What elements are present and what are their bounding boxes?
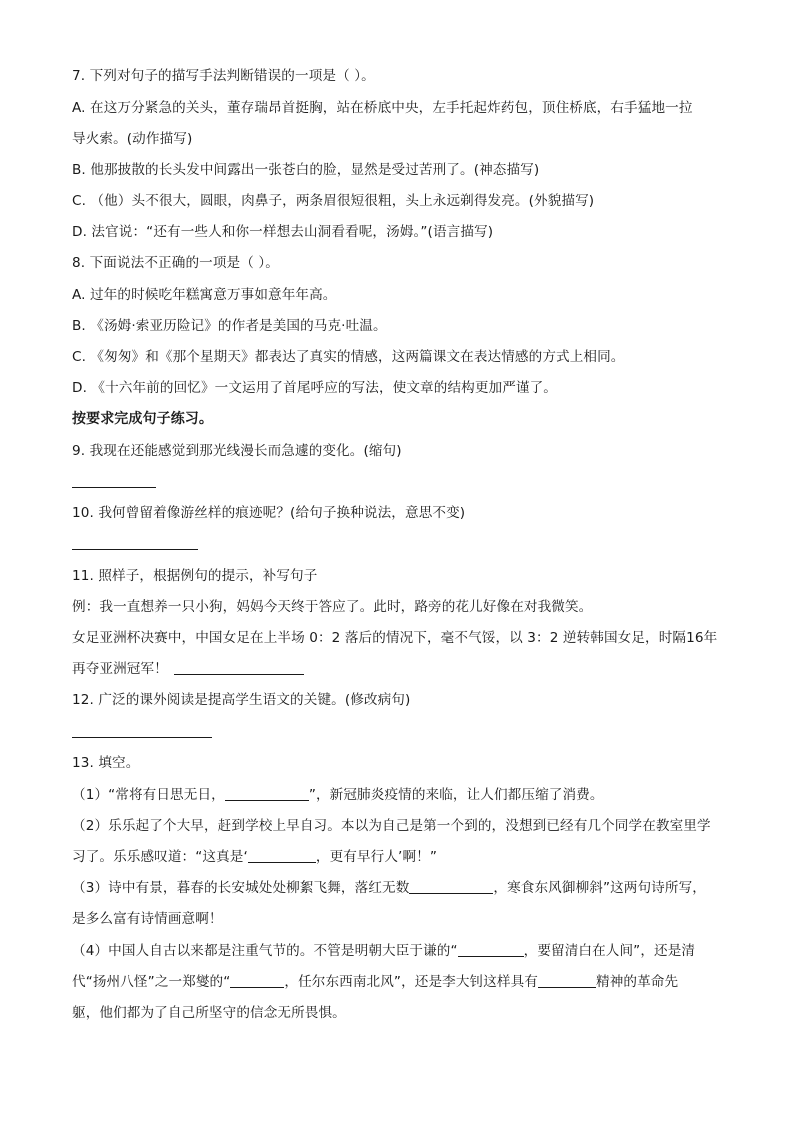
q10-text: 10. 我何曾留着像游丝样的痕迹呢？(给句子换种说法，意思不变) [72,505,466,521]
q8-option-d: D. 《十六年前的回忆》一文运用了首尾呼应的写法，使文章的结构更加严谨了。 [72,380,557,396]
q13-part3-cont: 是多么富有诗情画意啊！ [72,911,223,927]
q12-text: 12. 广泛的课外阅读是提高学生语文的关键。(修改病句) [72,692,411,708]
q11-stem: 11. 照样子，根据例句的提示，补写句子 [72,568,318,584]
q13-part1 [72,785,604,805]
q11-answer-blank [174,660,304,675]
q7-option-a-cont: 导火索。(动作描写) [72,131,193,147]
q13-p4-blank-2 [230,973,284,988]
q13-p4-text-a: （4）中国人自古以来都是注重气节的。不管是明朝大臣于谦的“ [72,943,458,959]
q11-line2 [72,659,304,679]
q9-answer-line [72,487,156,488]
q10-answer-line [72,549,198,550]
q11-line1: 女足亚洲杯决赛中，中国女足在上半场 0：2 落后的情况下，毫不气馁，以 3：2 逆转韩国女足，时隔16年 [72,630,718,646]
q13-p4-text-e: 精神的革命先 [596,974,679,990]
q13-part4-end: 躯，他们都为了自己所坚守的信念无所畏惧。 [72,1005,346,1021]
q13-part2-cont [72,847,437,867]
q13-p4-text-d: ，任尔东西南北风”，还是李大钊这样具有 [284,974,539,990]
q13-p1-blank [225,786,309,801]
q7-option-b: B. 他那披散的长头发中间露出一张苍白的脸，显然是受过苦刑了。(神态描写) [72,162,540,178]
q13-part3 [72,878,706,898]
q13-p4-text-c: 代“扬州八怪”之一郑燮的“ [72,974,231,990]
section-heading: 按要求完成句子练习。 [72,411,213,427]
q8-option-a: A. 过年的时候吃年糕寓意万事如意年年高。 [72,287,337,303]
q11-line2-text: 再夺亚洲冠军！ [72,661,168,677]
q13-p1-text-b: ”，新冠肺炎疫情的来临，让人们都压缩了消费。 [308,787,604,803]
q13-p4-text-b: ，要留清白在人间”，还是清 [523,943,696,959]
q13-p4-blank-3 [538,973,596,988]
q9-text: 9. 我现在还能感觉到那光线漫长而急遽的变化。(缩句) [72,443,402,459]
q8-stem: 8. 下面说法不正确的一项是（ ）。 [72,255,279,271]
q13-p2-text-b: 习了。乐乐感叹道：“这真是‘ [72,849,248,865]
q12-answer-line [72,737,212,738]
q11-example: 例：我一直想养一只小狗，妈妈今天终于答应了。此时，路旁的花儿好像在对我微笑。 [72,599,593,615]
q7-option-d: D. 法官说：“还有一些人和你一样想去山洞看看呢，汤姆。”(语言描写) [72,224,494,240]
q13-p3-blank [409,879,493,894]
q13-p2-text-c: ，更有早行人’啊！” [315,849,438,865]
q13-p3-text-a: （3）诗中有景，暮春的长安城处处柳絮飞舞，落红无数 [72,880,410,896]
q13-part2: （2）乐乐起了个大早，赶到学校上早自习。本以为自己是第一个到的，没想到已经有几个同学在教室里学 [72,818,711,834]
q13-p4-blank-1 [458,942,524,957]
q13-part4 [72,941,695,961]
q13-p2-blank [248,848,316,863]
q13-part4-cont [72,972,678,992]
q7-option-a: A. 在这万分紧急的关头，董存瑞昂首挺胸，站在桥底中央，左手托起炸药包，顶住桥底，右手猛地一拉 [72,100,693,116]
q13-p1-text-a: （1）“常将有日思无日， [72,787,225,803]
q7-stem: 7. 下列对句子的描写手法判断错误的一项是（ ）。 [72,68,375,84]
q13-p3-text-b: ，寒食东风御柳斜”这两句诗所写， [493,880,706,896]
q8-option-c: C. 《匆匆》和《那个星期天》都表达了真实的情感，这两篇课文在表达情感的方式上相同。 [72,349,625,365]
q13-stem: 13. 填空。 [72,755,140,771]
q7-option-c: C. （他）头不很大，圆眼，肉鼻子，两条眉很短很粗，头上永远剃得发亮。(外貌描写) [72,193,595,209]
q8-option-b: B. 《汤姆·索亚历险记》的作者是美国的马克·吐温。 [72,318,387,334]
